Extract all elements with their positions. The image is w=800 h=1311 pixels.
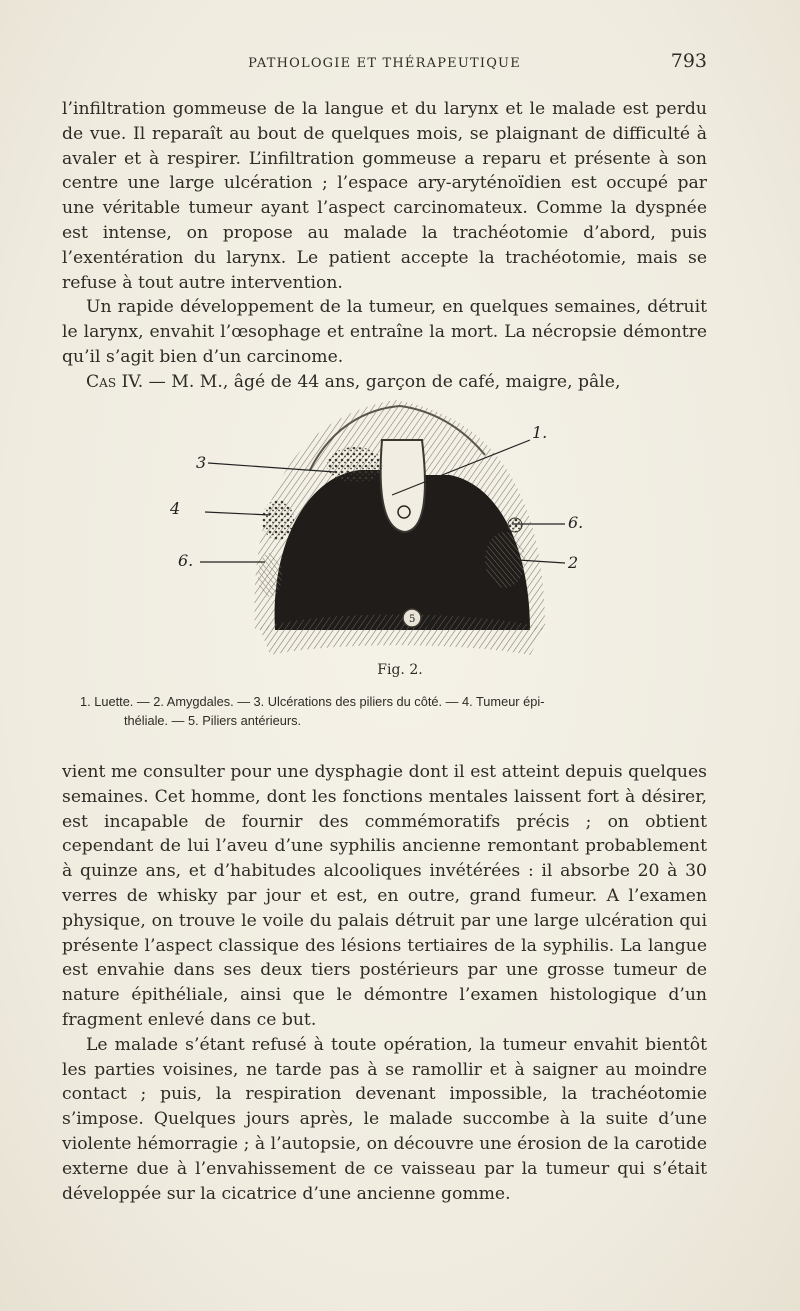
figure-label-5: 5 [409,614,416,625]
figure-legend [80,692,700,730]
case-text: — M. M., âgé de 44 ans, garçon de café, maigre, pâle, [143,371,621,392]
figure-label-4: 4 [170,499,181,518]
ulceration-left [327,447,383,483]
paragraph: Un rapide développement de la tumeur, en quelques semaines, détruit le larynx, envahit l’œsophage et entraîne la mort. La nécropsie démontre qu’il s’agit bien d’un carcinome. [62,297,707,367]
body-text-top [62,97,707,395]
case-label: Cas IV. [86,371,144,392]
figure-label-2: 2 [568,553,579,572]
figure-label-3: 3 [196,453,207,472]
figure-label-6-left: 6. [178,551,194,570]
figure-caption: Fig. 2. [377,662,423,678]
page-header [62,50,707,76]
paragraph: l’infiltration gommeuse de la langue et du larynx et le malade est perdu de vue. Il reparaît au bout de quelques mois, se plaignant de difficulté à avaler et à respirer. L’infiltration gommeuse a reparu et présente à son centre une large ulcération ; l’espace ary-aryténoïdien est occupé par une véritable tumeur ayant l’aspect carcinomateux. Comme la dyspnée est intense, on propose au malade la trachéotomie d’abord, puis l’exentération du larynx. Le patient accepte la trachéotomie, mais se refuse à tout autre intervention. [62,99,707,293]
paragraph: Le malade s’étant refusé à toute opération, la tumeur envahit bientôt les parties voisines, ne tarde pas à se ramollir et à saigner au moindre contact ; puis, la respiration devenant impossible, la trachéotomie s’impose. Quelques jours après, le malade succombe à la suite d’une violente hémorragie ; à l’autopsie, on découvre une érosion de la carotide externe due à l’envahissement de ce vaisseau par la tumeur qui s’était développée sur la cicatrice d’une ancienne gomme. [62,1034,707,1204]
tonsil-left [258,553,282,597]
tumour-left [262,500,294,540]
paragraph: vient me consulter pour une dysphagie dont il est atteint depuis quelques semaines. Cet homme, dont les fonctions mentales laissent fort à désirer, est incapable de fournir des commémoratifs précis ; on obtient cependant de lui l’aveu d’une syphilis ancienne remontant probablement à quinze ans, et d’habitudes alcooliques invétérées : il absorbe 20 à 30 verres de whisky par jour et est, en outre, grand fumeur. A l’examen physique, on trouve le voile du palais détruit par une large ulcération qui présente l’aspect classique des lésions tertiaires de la syphilis. La langue est envahie dans ses deux tiers postérieurs par une grosse tumeur de nature épithéliale, ainsi que le démontre l’examen histologique d’un fragment enlevé dans ce but. [62,762,707,1030]
figure-label-6-right: 6. [568,513,584,532]
figure-throat-engraving [160,380,620,660]
tongue-base [260,615,545,656]
page-number: 793 [670,50,707,72]
legend-line: théliale. — 5. Piliers antérieurs. [124,713,302,728]
body-text-bottom [62,760,707,1206]
figure-label-1: 1. [532,423,548,442]
throat-illustration [160,380,620,660]
legend-line: 1. Luette. — 2. Amygdales. — 3. Ulcérations des piliers du côté. — 4. Tumeur épi- [80,694,545,709]
running-title: PATHOLOGIE ET THÉRAPEUTIQUE [248,56,521,71]
